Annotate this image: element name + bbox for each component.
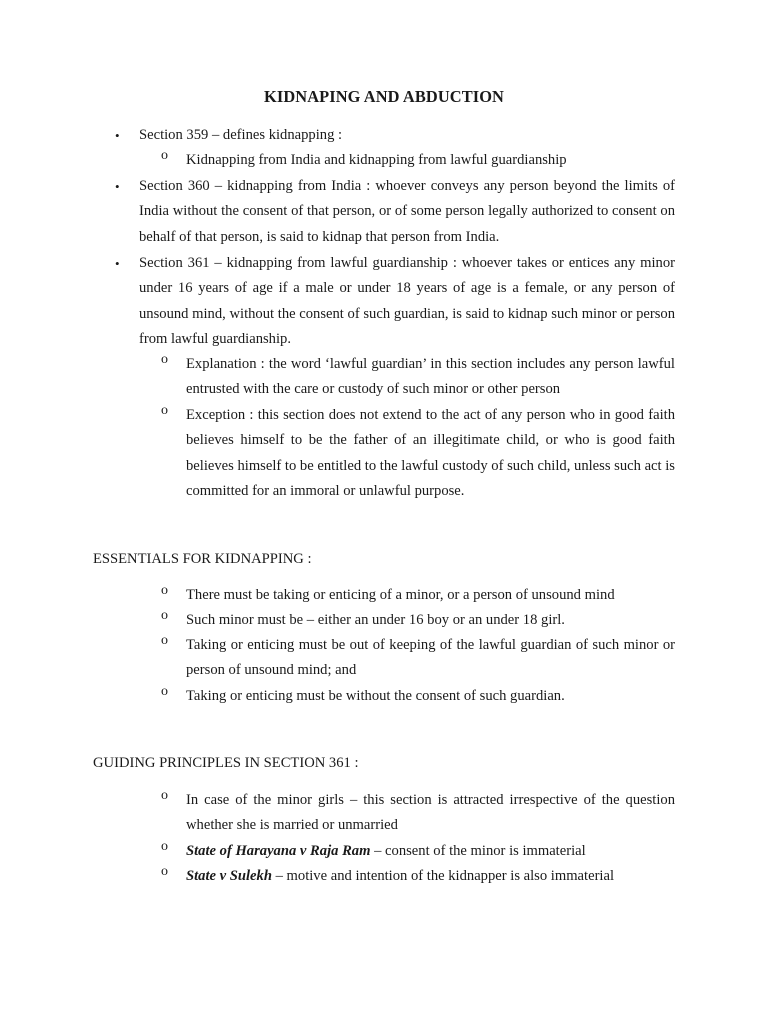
sub-bullet-icon: o <box>161 608 168 623</box>
sub-bullet-icon: o <box>161 633 168 648</box>
sub-bullet-icon: o <box>161 403 168 418</box>
section-361-exception: Exception : this section does not extend to the act of any person who in good faith believes himself to be the father of an illegitimate child, or who is good faith believes himself to be entitled to the lawful custody of such child, unless such act is committed for an immoral or unlawful purpose. <box>186 407 675 500</box>
section-361-text: Section 361 – kidnapping from lawful guardianship : whoever takes or entices any minor under 16 years of age if a male or under 18 years of age is a female, or any person of unsound mind, without the consent of such guardian, is said to kidnap such minor or person from lawful guardianship. <box>139 255 675 348</box>
document-title: KIDNAPING AND ABDUCTION <box>264 87 504 106</box>
sub-bullet-icon: o <box>161 352 168 367</box>
section-359-text: Section 359 – defines kidnapping : <box>139 127 343 143</box>
section-360-text: Section 360 – kidnapping from India : whoever conveys any person beyond the limits of India without the consent of that person, or of some person legally authorized to consent on behalf of that person, is said to kidnap that person from India. <box>139 178 675 245</box>
principles-heading: GUIDING PRINCIPLES IN SECTION 361 : <box>93 755 359 771</box>
section-359-sub-1: Kidnapping from India and kidnapping from lawful guardianship <box>186 152 567 168</box>
bullet-icon: • <box>115 179 120 194</box>
case-note: – consent of the minor is immaterial <box>370 843 586 859</box>
section-361-explanation: Explanation : the word ‘lawful guardian’ in this section includes any person lawful entrusted with the care or custody of such minor or other person <box>186 356 675 398</box>
essentials-item-2: Such minor must be – either an under 16 boy or an under 18 girl. <box>186 612 565 628</box>
essentials-item-3: Taking or enticing must be out of keeping of the lawful guardian of such minor or person of unsound mind; and <box>186 637 675 679</box>
essentials-item-4: Taking or enticing must be without the consent of such guardian. <box>186 688 565 704</box>
sub-bullet-icon: o <box>161 148 168 163</box>
bullet-icon: • <box>115 128 120 143</box>
sub-bullet-icon: o <box>161 684 168 699</box>
sub-bullet-icon: o <box>161 788 168 803</box>
principles-item-2 <box>186 839 675 864</box>
sub-bullet-icon: o <box>161 864 168 879</box>
sub-bullet-icon: o <box>161 839 168 854</box>
case-name: State of Harayana v Raja Ram <box>186 843 371 859</box>
essentials-heading: ESSENTIALS FOR KIDNAPPING : <box>93 551 312 567</box>
case-name: State v Sulekh <box>186 868 272 884</box>
bullet-icon: • <box>115 256 120 271</box>
case-note: – motive and intention of the kidnapper is also immaterial <box>271 868 615 884</box>
principles-item-1: In case of the minor girls – this section is attracted irrespective of the question whether she is married or unmarried <box>186 792 675 834</box>
essentials-item-1: There must be taking or enticing of a minor, or a person of unsound mind <box>186 587 615 603</box>
principles-item-3 <box>186 864 675 889</box>
sub-bullet-icon: o <box>161 583 168 598</box>
